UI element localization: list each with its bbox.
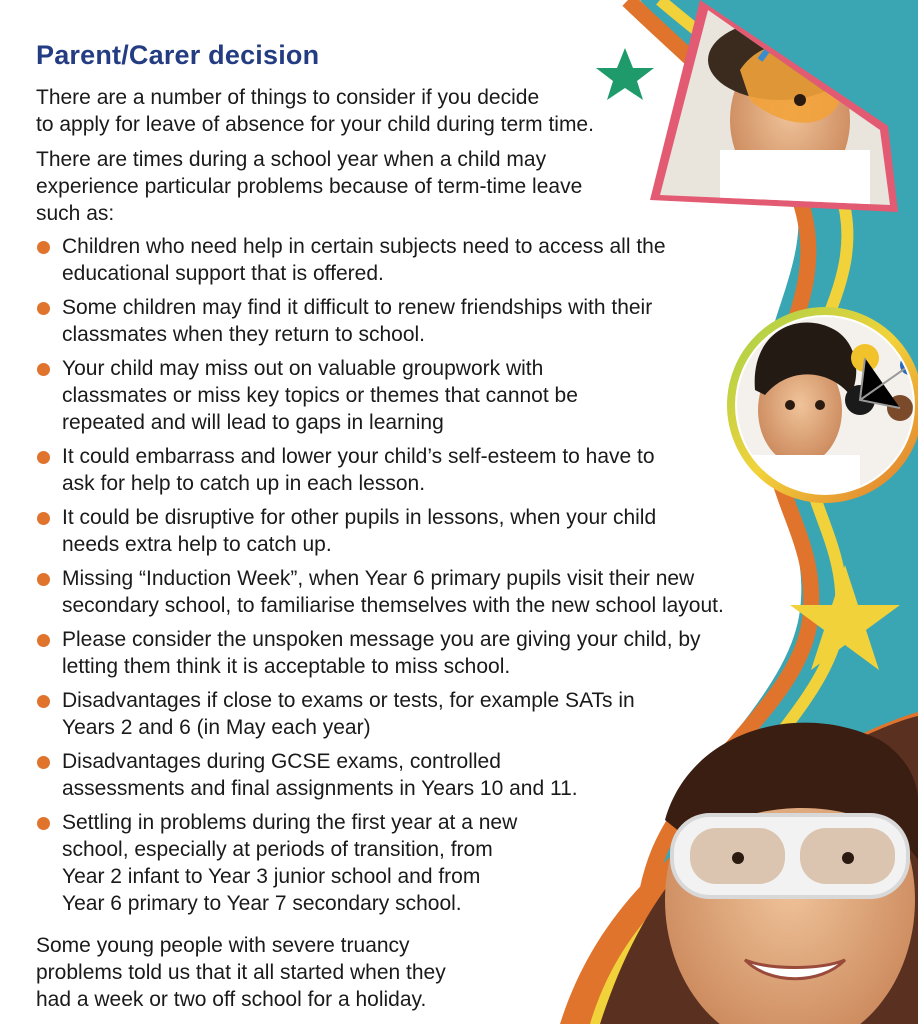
page-title: Parent/Carer decision	[36, 40, 320, 70]
list-item-line: Year 6 primary to Year 7 secondary school.	[62, 892, 462, 915]
lead-paragraph	[36, 146, 582, 227]
list-item-line: ask for help to catch up in each lesson.	[62, 472, 426, 495]
bullet-dot-icon	[37, 573, 50, 586]
list-item	[36, 626, 724, 680]
list-item-line: Settling in problems during the first year at a new	[62, 811, 518, 834]
list-item-line: Disadvantages if close to exams or tests, for example SATs in	[62, 689, 635, 712]
list-item-line: Children who need help in certain subjects need to access all the	[62, 235, 666, 258]
list-item-line: classmates when they return to school.	[62, 323, 426, 346]
list-item	[36, 294, 724, 348]
lead-line: such as:	[36, 202, 115, 225]
list-item-line: It could embarrass and lower your child’s self-esteem to have to	[62, 445, 655, 468]
list-item-line: Some children may find it difficult to renew friendships with their	[62, 296, 653, 319]
list-item-line: educational support that is offered.	[62, 262, 384, 285]
list-item-line: assessments and final assignments in Years 10 and 11.	[62, 777, 578, 800]
closing-line: Some young people with severe truancy	[36, 934, 410, 957]
list-item	[36, 748, 724, 802]
bullet-dot-icon	[37, 302, 50, 315]
list-item-line: It could be disruptive for other pupils in lessons, when your child	[62, 506, 657, 529]
list-item	[36, 233, 724, 287]
bullet-dot-icon	[37, 756, 50, 769]
list-item	[36, 809, 724, 917]
green-star-icon	[596, 48, 654, 100]
bullet-dot-icon	[37, 512, 50, 525]
lead-line: experience particular problems because of term-time leave	[36, 175, 583, 198]
closing-line: had a week or two off school for a holiday.	[36, 988, 427, 1011]
bullet-dot-icon	[37, 451, 50, 464]
closing-paragraph	[36, 932, 446, 1013]
bullet-dot-icon	[37, 817, 50, 830]
list-item-line: school, especially at periods of transition, from	[62, 838, 493, 861]
bullet-dot-icon	[37, 363, 50, 376]
list-item	[36, 504, 724, 558]
list-item-line: Missing “Induction Week”, when Year 6 primary pupils visit their new	[62, 567, 695, 590]
bullet-list	[36, 233, 724, 924]
lead-line: There are times during a school year when a child may	[36, 148, 547, 171]
list-item	[36, 565, 724, 619]
bullet-dot-icon	[37, 634, 50, 647]
closing-line: problems told us that it all started when they	[36, 961, 446, 984]
list-item-line: Your child may miss out on valuable groupwork with	[62, 357, 544, 380]
list-item	[36, 355, 724, 436]
list-item-line: Years 2 and 6 (in May each year)	[62, 716, 371, 739]
list-item-line: secondary school, to familiarise themselves with the new school layout.	[62, 594, 724, 617]
bullet-dot-icon	[37, 241, 50, 254]
intro-paragraph	[36, 84, 594, 138]
intro-line: There are a number of things to consider if you decide	[36, 86, 540, 109]
intro-line: to apply for leave of absence for your child during term time.	[36, 113, 594, 136]
list-item-line: Year 2 infant to Year 3 junior school and from	[62, 865, 481, 888]
list-item-line: needs extra help to catch up.	[62, 533, 332, 556]
list-item-line: letting them think it is acceptable to miss school.	[62, 655, 511, 678]
list-item-line: Disadvantages during GCSE exams, controlled	[62, 750, 501, 773]
list-item-line: repeated and will lead to gaps in learning	[62, 411, 444, 434]
list-item-line: classmates or miss key topics or themes that cannot be	[62, 384, 578, 407]
bullet-dot-icon	[37, 695, 50, 708]
list-item	[36, 443, 724, 497]
list-item-line: Please consider the unspoken message you are giving your child, by	[62, 628, 701, 651]
list-item	[36, 687, 724, 741]
